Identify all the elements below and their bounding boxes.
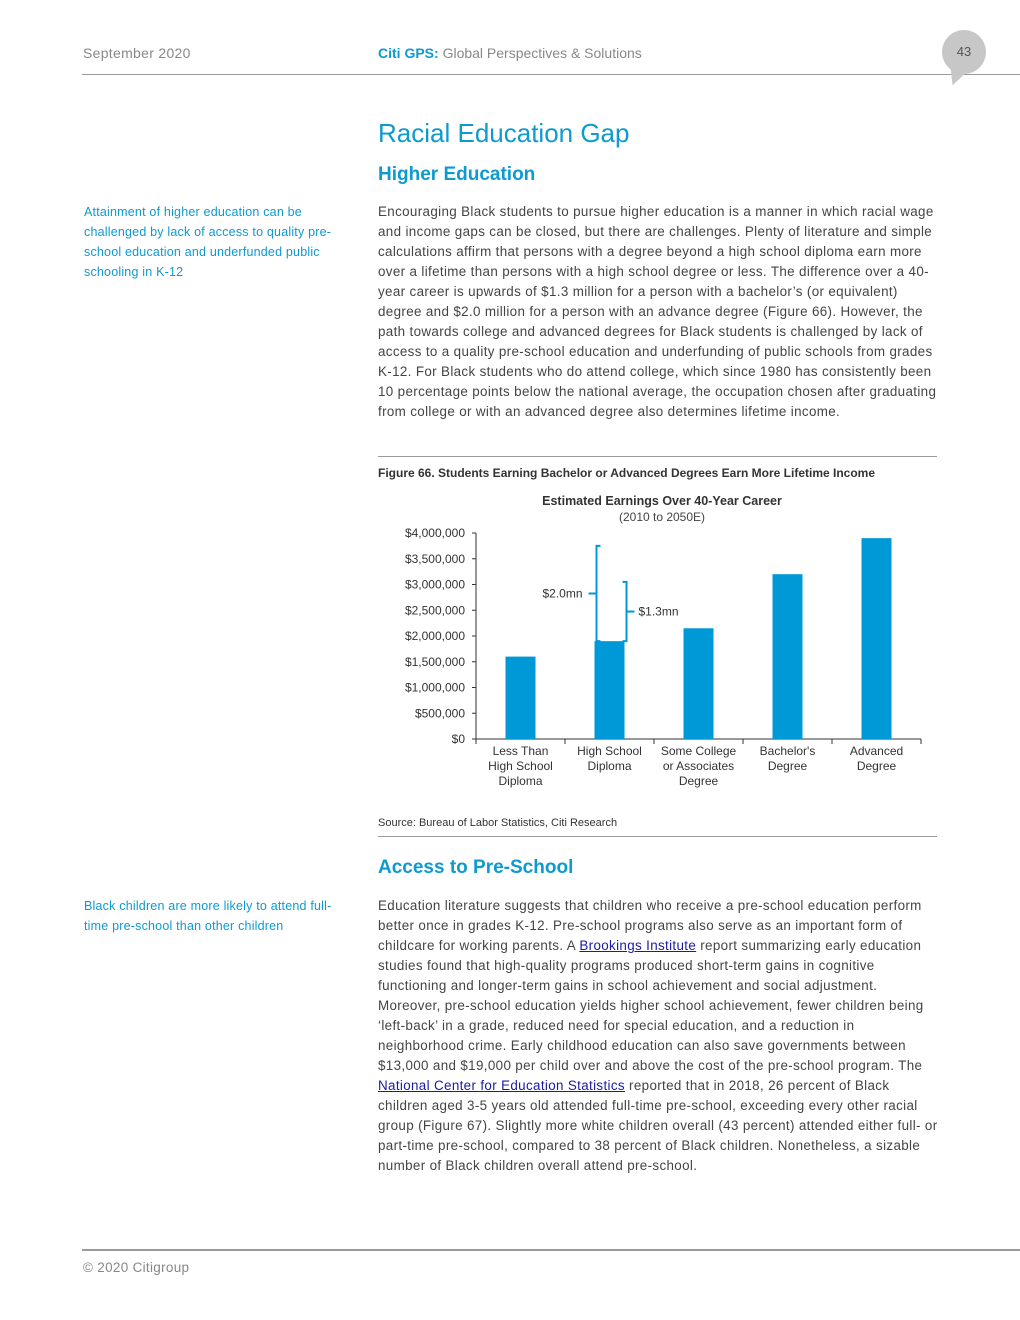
brand-tagline: Global Perspectives & Solutions <box>442 45 642 61</box>
annotation-label-2mn: $2.0mn <box>542 586 583 601</box>
link-nces[interactable]: National Center for Education Statistics <box>378 1078 625 1093</box>
body-pre-school-part-3: reported that in 2018, 26 percent of Black children aged 3-5 years old attended full-time pre-school, exceeding every other racial group (Figure 67). Slightly more white children overall (43 percent) attended either full- or part-time pre-school, compared to 38 percent of Black children. Nonetheless, a sizable number of Black children overall attend pre-school. <box>378 1078 938 1173</box>
header-rule <box>82 74 1020 75</box>
bar <box>595 641 625 739</box>
link-brookings-institute[interactable]: Brookings Institute <box>579 938 697 953</box>
x-category-label: High School <box>577 744 642 758</box>
x-category-label: Diploma <box>498 774 543 788</box>
bar <box>773 574 803 739</box>
x-category-label: Less Than <box>492 744 549 758</box>
x-category-label: Degree <box>678 774 719 788</box>
brand-name: Citi GPS: <box>378 45 439 61</box>
y-tick-label: $1,000,000 <box>404 680 465 695</box>
body-pre-school-part-1: Education literature suggests that children who receive a pre-school education perform better once in grades K-12. Pre-school programs also serve as an important form of childcare for working parents. A <box>378 898 922 953</box>
figure-top-rule <box>378 456 937 457</box>
annotation-label-1-3mn: $1.3mn <box>638 604 679 619</box>
section-title: Racial Education Gap <box>378 118 630 148</box>
header-brand <box>378 45 642 61</box>
chart-title: Estimated Earnings Over 40-Year Career <box>542 494 782 508</box>
y-tick-label: $3,000,000 <box>404 577 465 592</box>
y-tick-label: $0 <box>451 732 465 746</box>
bar <box>684 628 714 739</box>
earnings-bar-chart <box>378 488 937 808</box>
y-tick-label: $4,000,000 <box>404 526 465 540</box>
y-tick-label: $2,000,000 <box>404 629 465 643</box>
side-note-higher-education: Attainment of higher education can be challenged by lack of access to quality pre-school education and underfunded public schooling in K-12 <box>84 205 332 279</box>
header-date: September 2020 <box>83 45 191 61</box>
x-category-label: Bachelor's <box>759 744 816 758</box>
figure-caption: Figure 66. Students Earning Bachelor or Advanced Degrees Earn More Lifetime Income <box>378 466 876 480</box>
x-category-label: Degree <box>856 759 897 773</box>
y-tick-label: $2,500,000 <box>404 603 465 618</box>
figure-bottom-rule <box>378 836 937 837</box>
body-pre-school <box>378 896 938 1176</box>
footer-rule <box>82 1249 1020 1251</box>
footer-copyright: © 2020 Citigroup <box>83 1260 190 1275</box>
bracket-1-3mn <box>623 582 627 641</box>
x-category-label: Some College <box>660 744 737 758</box>
x-category-label: Advanced <box>849 744 904 758</box>
y-tick-label: $500,000 <box>414 706 465 721</box>
body-pre-school-part-2: report summarizing early education studies found that high-quality programs produced short-term gains in cognitive functioning and longer-term gains in school achievement and social adjustment. Moreover, pre-school education yields higher school achievement, fewer children being ‘left-back’ in a grade, reduced need for special education, and a reduction in neighborhood crime. Early childhood education can also save governments between $13,000 and $19,000 per child over and above the cost of the pre-school program. The <box>378 938 924 1073</box>
bar <box>862 538 892 739</box>
x-category-label: High School <box>488 759 553 773</box>
heading-higher-education: Higher Education <box>378 164 536 185</box>
chart-subtitle: (2010 to 2050E) <box>618 510 706 524</box>
heading-pre-school: Access to Pre-School <box>378 857 574 878</box>
bar <box>506 657 536 739</box>
y-tick-label: $1,500,000 <box>404 654 465 669</box>
y-tick-label: $3,500,000 <box>404 551 465 566</box>
page-number: 43 <box>942 30 986 74</box>
bracket-2mn <box>597 546 601 641</box>
side-note-pre-school: Black children are more likely to attend full-time pre-school than other children <box>84 899 332 933</box>
x-category-label: Diploma <box>587 759 632 773</box>
x-category-label: Degree <box>767 759 808 773</box>
body-higher-education: Encouraging Black students to pursue higher education is a manner in which racial wage and income gaps can be closed, but there are challenges. Plenty of literature and simple calculations affirm that persons with a degree beyond a high school diploma earn more over a lifetime than persons with a high school degree or less. The difference over a 40-year career is upwards of $1.3 million for a person with a bachelor’s (or equivalent) degree and $2.0 million for a person with an advance degree (Figure 66). However, the path towards college and advanced degrees for Black students is challenged by lack of access to a quality pre-school education and underfunding of public schools from grades K-12. For Black students who do attend college, which since 1980 has consistently been 10 percentage points below the national average, the occupation chosen after graduating from college or with an advanced degree also determines lifetime income. <box>378 204 937 419</box>
x-category-label: or Associates <box>662 759 735 773</box>
figure-source: Source: Bureau of Labor Statistics, Citi Research <box>378 817 618 829</box>
